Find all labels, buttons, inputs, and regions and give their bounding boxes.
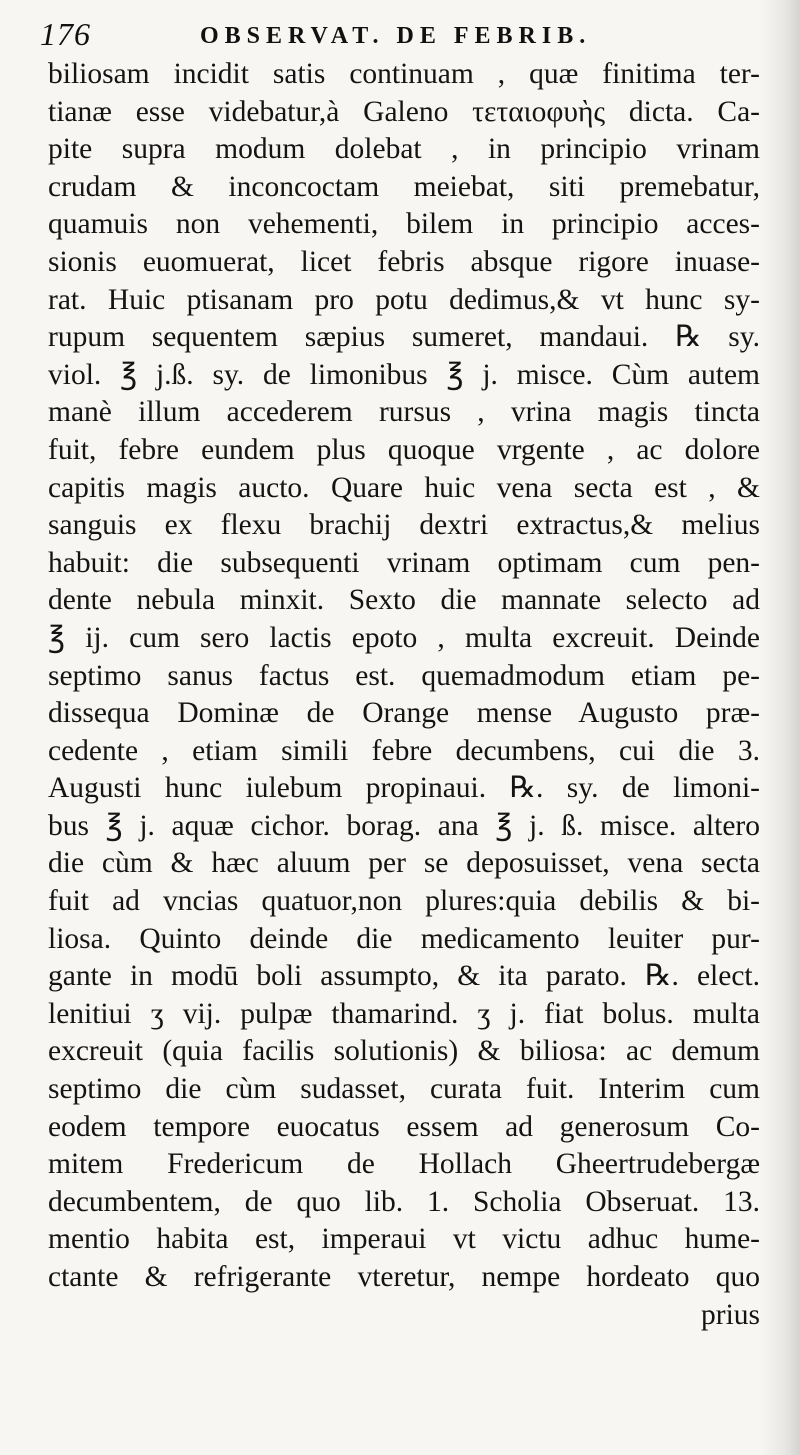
text-line: die cùm & hæc aluum per se deposuisset, vena secta [48, 847, 760, 880]
text-line: quamuis non vehementi, bilem in principio acces- [48, 208, 760, 241]
text-line: viol. ℥ j.ß. sy. de limonibus ℥ j. misce. Cùm autem [48, 358, 760, 391]
text-line: decumbentem, de quo lib. 1. Scholia Obseruat. 13. [48, 1185, 760, 1218]
text-line: cedente , etiam simili febre decumbens, cui die 3. [48, 734, 760, 767]
catchword: prius [701, 1298, 760, 1331]
text-line: manè illum accederem rursus , vrina magis tincta [48, 396, 760, 429]
binding-shadow [760, 0, 800, 1455]
text-line: Augusti hunc iulebum propinaui. ℞. sy. de limoni- [48, 772, 760, 805]
text-line: habuit: die subsequenti vrinam optimam cum pen- [48, 546, 760, 579]
text-line: ctante & refrigerante vteretur, nempe hordeato quo [48, 1261, 760, 1293]
text-line: crudam & inconcoctam meiebat, siti premebatur, [48, 170, 760, 203]
text-line: sionis euomuerat, licet febris absque rigore inuase- [48, 245, 760, 278]
text-line: septimo sanus factus est. quemadmodum etiam pe- [48, 659, 760, 692]
text-line: eodem tempore euocatus essem ad generosum Co- [48, 1110, 760, 1143]
text-line: rupum sequentem sæpius sumeret, mandaui. ℞ sy. [48, 321, 760, 354]
text-line: excreuit (quia facilis solutionis) & biliosa: ac demum [48, 1035, 760, 1068]
running-head: OBSERVAT. DE FEBRIB. [200, 23, 592, 49]
text-line: rat. Huic ptisanam pro potu dedimus,& vt hunc sy- [48, 283, 760, 316]
text-line: fuit, febre eundem plus quoque vrgente , ac dolore [48, 433, 760, 466]
text-line: pite supra modum dolebat , in principio vrinam [48, 133, 760, 166]
text-line: mentio habita est, imperaui vt victu adhuc hume- [48, 1223, 760, 1256]
text-line: biliosam incidit satis continuam , quæ finitima ter- [48, 58, 760, 90]
text-line: liosa. Quinto deinde die medicamento leuiter pur- [48, 922, 760, 955]
text-line: gante in modū boli assumpto, & ita parato. ℞. elect. [48, 960, 760, 993]
text-line: ℥ ij. cum sero lactis epoto , multa excreuit. Deinde [48, 621, 760, 654]
text-line: mitem Fredericum de Hollach Gheertrudebergæ [48, 1148, 760, 1181]
page-number: 176 [40, 16, 91, 52]
text-line: capitis magis aucto. Quare huic vena secta est , & [48, 471, 760, 504]
text-line: fuit ad vncias quatuor,non plures:quia debilis & bi- [48, 885, 760, 918]
text-line: septimo die cùm sudasset, curata fuit. Interim cum [48, 1073, 760, 1106]
text-line: dissequa Dominæ de Orange mense Augusto præ- [48, 697, 760, 730]
text-line: bus ℥ j. aquæ cichor. borag. ana ℥ j. ß. misce. altero [48, 809, 760, 842]
text-line: tianæ esse videbatur,à Galeno τεταιοφυὴς dicta. Ca- [48, 95, 760, 128]
text-line: sanguis ex flexu brachij dextri extractus,& melius [48, 509, 760, 542]
text-line: dente nebula minxit. Sexto die mannate selecto ad [48, 584, 760, 617]
body-text [48, 56, 760, 1334]
text-line: lenitiui ʒ vij. pulpæ thamarind. ʒ j. fiat bolus. multa [48, 997, 760, 1030]
page-header [40, 14, 760, 54]
